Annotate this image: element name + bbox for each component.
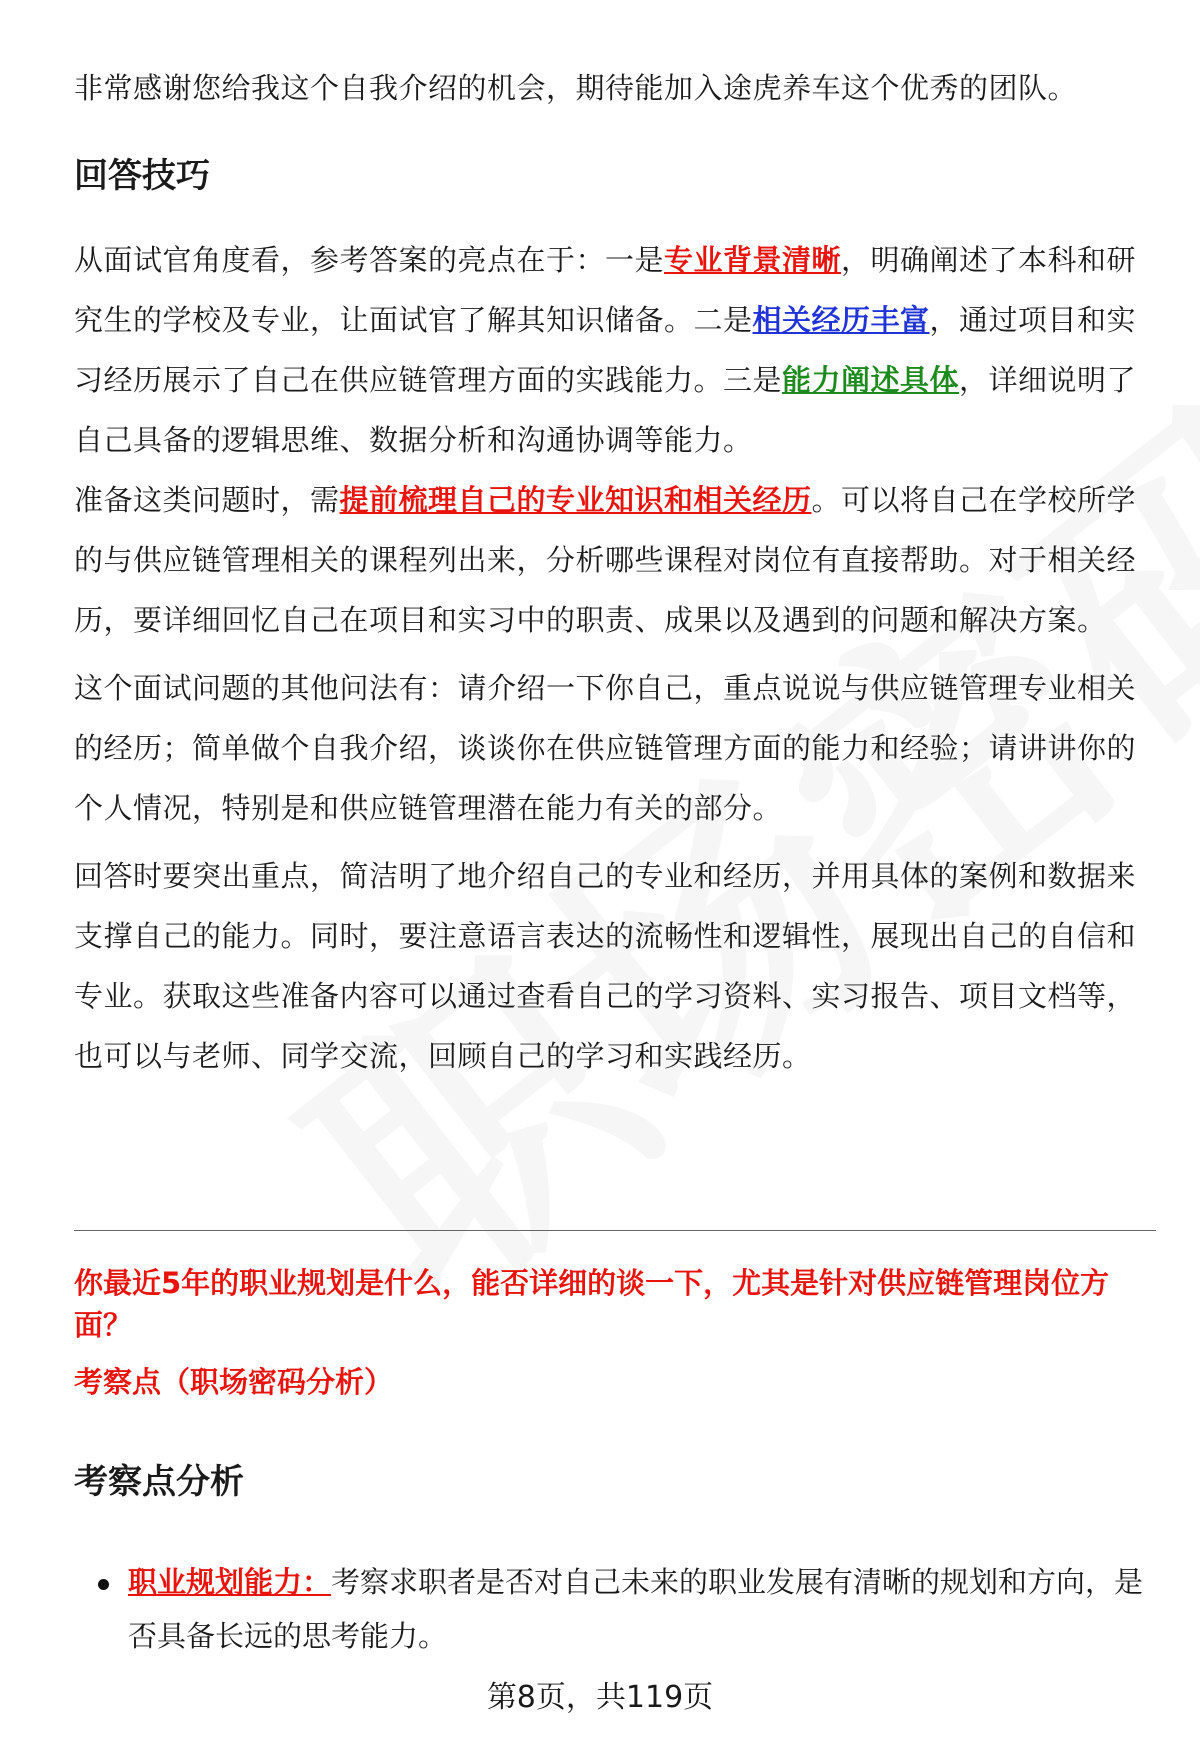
tips-paragraph-4: 回答时要突出重点，简洁明了地介绍自己的专业和经历，并用具体的案例和数据来支撑自己的能力。同时，要注意语言表达的流畅性和逻辑性，展现出自己的自信和专业。获取这些准备内容可以通过查看自己的学习资料、实习报告、项目文档等，也可以与老师、同学交流，回顾自己的学习和实践经历。 [74,859,1137,1073]
page-footer: 第8页，共119页 [486,1680,714,1715]
tips-paragraph-3: 这个面试问题的其他问法有：请介绍一下你自己，重点说说与供应链管理专业相关的经历；简单做个自我介绍，谈谈你在供应链管理方面的能力和经验；请讲讲你的个人情况，特别是和供应链管理潜在能力有关的部分。 [74,671,1137,825]
analysis-bullet-1: 职业规划能力：考察求职者是否对自己未来的职业发展有清晰的规划和方向，是否具备长远的思考能力。 [98,1555,1158,1663]
section-divider [74,1230,1156,1231]
intro-closing-paragraph: 非常感谢您给我这个自我介绍的机会，期待能加入途虎养车这个优秀的团队。 [74,71,1078,105]
exam-point-label: 考察点（职场密码分析） [74,1365,394,1399]
interview-question: 你最近5年的职业规划是什么，能否详细的谈一下，尤其是针对供应链管理岗位方面？ [74,1266,1110,1342]
highlight-specific-abilities: 能力阐述具体 [782,363,960,397]
section-title-tips: 回答技巧 [74,156,210,196]
tips-paragraph-1: 从面试官角度看，参考答案的亮点在于：一是专业背景清晰，明确阐述了本科和研究生的学校及专业，让面试官了解其知识储备。二是相关经历丰富，通过项目和实习经历展示了自己在供应链管理方面的实践能力。三是能力阐述具体，详细说明了自己具备的逻辑思维、数据分析和沟通协调等能力。 [74,243,1137,457]
highlight-rich-experience: 相关经历丰富 [752,303,930,337]
bullet-label-career-planning: 职业规划能力： [128,1565,332,1599]
highlight-prepare-knowledge: 提前梳理自己的专业知识和相关经历 [339,483,812,517]
tips-paragraph-2: 准备这类问题时，需提前梳理自己的专业知识和相关经历。可以将自己在学校所学的与供应链管理相关的课程列出来，分析哪些课程对岗位有直接帮助。对于相关经历，要详细回忆自己在项目和实习中的职责、成果以及遇到的问题和解决方案。 [74,483,1137,637]
bullet-dot [98,1579,109,1590]
section-title-analysis: 考察点分析 [74,1462,244,1502]
highlight-professional-background: 专业背景清晰 [664,243,842,277]
